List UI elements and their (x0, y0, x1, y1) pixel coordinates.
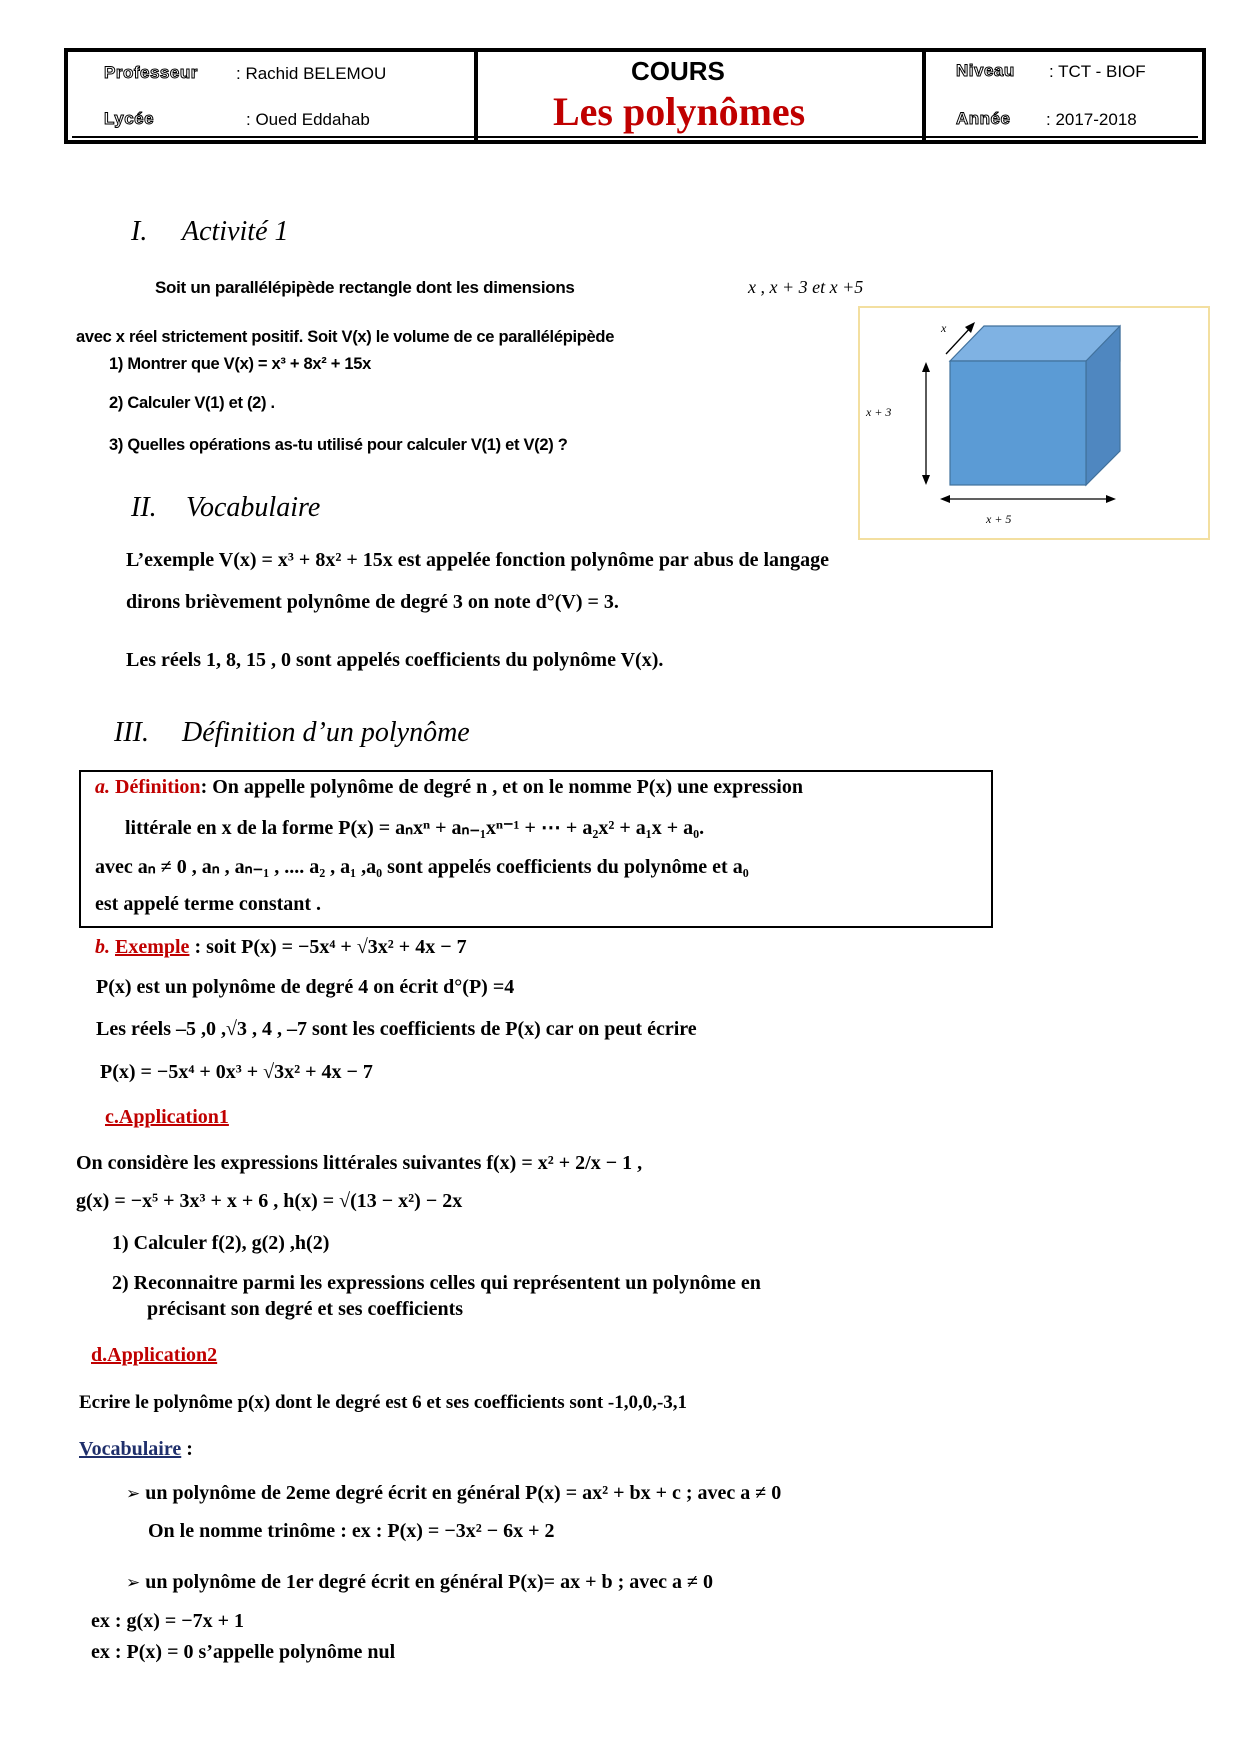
figure-label-width: x + 5 (986, 512, 1012, 526)
annee-label: Année (956, 109, 1011, 128)
vocab-paragraph-1: L’exemple V(x) = x³ + 8x² + 15x est appelée fonction polynôme par abus de langage (126, 549, 830, 571)
activity-question-3: 3) Quelles opérations as-tu utilisé pour calculer V(1) et V(2) ? (109, 436, 568, 454)
application1-title: c.Application1 (105, 1106, 229, 1128)
application1-question-1: 1) Calculer f(2), g(2) ,h(2) (112, 1232, 330, 1254)
definition-text-1: : On appelle polynôme de degré n , et on le nomme P(x) une expression (200, 776, 803, 798)
definition-line-4: est appelé terme constant . (95, 893, 322, 915)
vocab-bullet-2-text: un polynôme de 1er degré écrit en général P(x)= ax + b ; avec a ≠ 0 (145, 1571, 713, 1593)
vocab-title: Vocabulaire (79, 1438, 182, 1460)
activity-line2: avec x réel strictement positif. Soit V(x) le volume de ce parallélépipède (76, 328, 615, 346)
application2-title: d.Application2 (91, 1344, 218, 1366)
example-line-3: Les réels –5 ,0 ,√3 , 4 , –7 sont les coefficients de P(x) car on peut écrire (96, 1018, 697, 1040)
vocab-bullet-1-text: un polynôme de 2eme degré écrit en général P(x) = ax² + bx + c ; avec a ≠ 0 (145, 1482, 782, 1504)
vocab-paragraph-2: dirons brièvement polynôme de degré 3 on note d°(V) = 3. (126, 591, 619, 613)
definition-label: Définition (115, 776, 201, 798)
vocab-bullet-2 (126, 1571, 713, 1594)
definition-line-1 (95, 776, 803, 799)
arrow-bullet-icon: ➢ (126, 1573, 141, 1593)
example-text-1: : soit P(x) = −5x⁴ + √3x² + 4x − 7 (194, 936, 467, 958)
lycee-label: Lycée (104, 109, 155, 128)
header-double-line (72, 136, 1198, 138)
example-label: Exemple (115, 936, 190, 958)
activity-question-2: 2) Calculer V(1) et (2) . (109, 394, 275, 412)
application2-line-1: Ecrire le polynôme p(x) dont le degré est 6 et ses coefficients sont -1,0,0,-3,1 (79, 1392, 688, 1413)
vocab-colon: : (186, 1438, 193, 1460)
application1-question-2b: précisant son degré et ses coefficients (147, 1298, 464, 1320)
application1-line-2: g(x) = −x⁵ + 3x³ + x + 6 , h(x) = √(13 − x²) − 2x (76, 1190, 463, 1212)
example-letter: b. (95, 936, 110, 958)
example-line-4: P(x) = −5x⁴ + 0x³ + √3x² + 4x − 7 (100, 1061, 373, 1083)
section2-number: II. (131, 492, 157, 523)
definition-line-2: littérale en x de la forme P(x) = aₙxⁿ + aₙ₋₁xⁿ⁻¹ + ⋯ + a₂x² + a₁x + a₀. (125, 817, 705, 839)
lycee-value: : Oued Eddahab (246, 110, 370, 129)
vocab-heading (79, 1438, 193, 1461)
page-title: Les polynômes (553, 89, 806, 134)
professeur-label: Professeur (104, 63, 198, 82)
vocab-paragraph-3: Les réels 1, 8, 15 , 0 sont appelés coefficients du polynôme V(x). (126, 649, 664, 671)
vocab-example-2: ex : P(x) = 0 s’appelle polynôme nul (91, 1641, 396, 1663)
cours-label: COURS (631, 56, 725, 86)
niveau-value: : TCT - BIOF (1049, 62, 1146, 81)
dimensions-text: x , x + 3 et x +5 (748, 277, 864, 297)
header-divider-right (922, 52, 926, 140)
section3-number: III. (114, 717, 149, 748)
example-line-2: P(x) est un polynôme de degré 4 on écrit d°(P) =4 (96, 976, 515, 998)
professeur-value: : Rachid BELEMOU (236, 64, 387, 83)
header-divider-left (474, 52, 478, 140)
figure-label-height: x + 3 (866, 405, 892, 419)
vocab-bullet-1b: On le nomme trinôme : ex : P(x) = −3x² − 6x + 2 (148, 1520, 555, 1542)
section1-number: I. (131, 216, 148, 247)
section3-title: Définition d’un polynôme (182, 717, 470, 748)
application1-line-1: On considère les expressions littérales suivantes f(x) = x² + 2/x − 1 , (76, 1152, 643, 1174)
activity-intro: Soit un parallélépipède rectangle dont les dimensions (155, 278, 575, 297)
activity-dimensions (748, 277, 863, 298)
activity-question-1: 1) Montrer que V(x) = x³ + 8x² + 15x (109, 355, 372, 373)
definition-letter: a. (95, 776, 110, 798)
arrow-bullet-icon: ➢ (126, 1484, 141, 1504)
definition-line-3: avec aₙ ≠ 0 , aₙ , aₙ₋₁ , .... a₂ , a₁ ,a₀ sont appelés coefficients du polynôme et a₀ (95, 856, 749, 878)
section2-title: Vocabulaire (186, 492, 321, 523)
application1-question-2a: 2) Reconnaitre parmi les expressions celles qui représentent un polynôme en (112, 1272, 761, 1294)
example-line-1 (95, 936, 467, 959)
cuboid-figure (858, 306, 1210, 540)
figure-label-depth: x (941, 321, 947, 335)
vocab-example-1: ex : g(x) = −7x + 1 (91, 1610, 245, 1632)
section1-title: Activité 1 (182, 216, 289, 247)
niveau-label: Niveau (956, 61, 1015, 80)
annee-value: : 2017-2018 (1046, 110, 1137, 129)
cuboid-front-face (950, 361, 1086, 485)
vocab-bullet-1 (126, 1482, 781, 1505)
